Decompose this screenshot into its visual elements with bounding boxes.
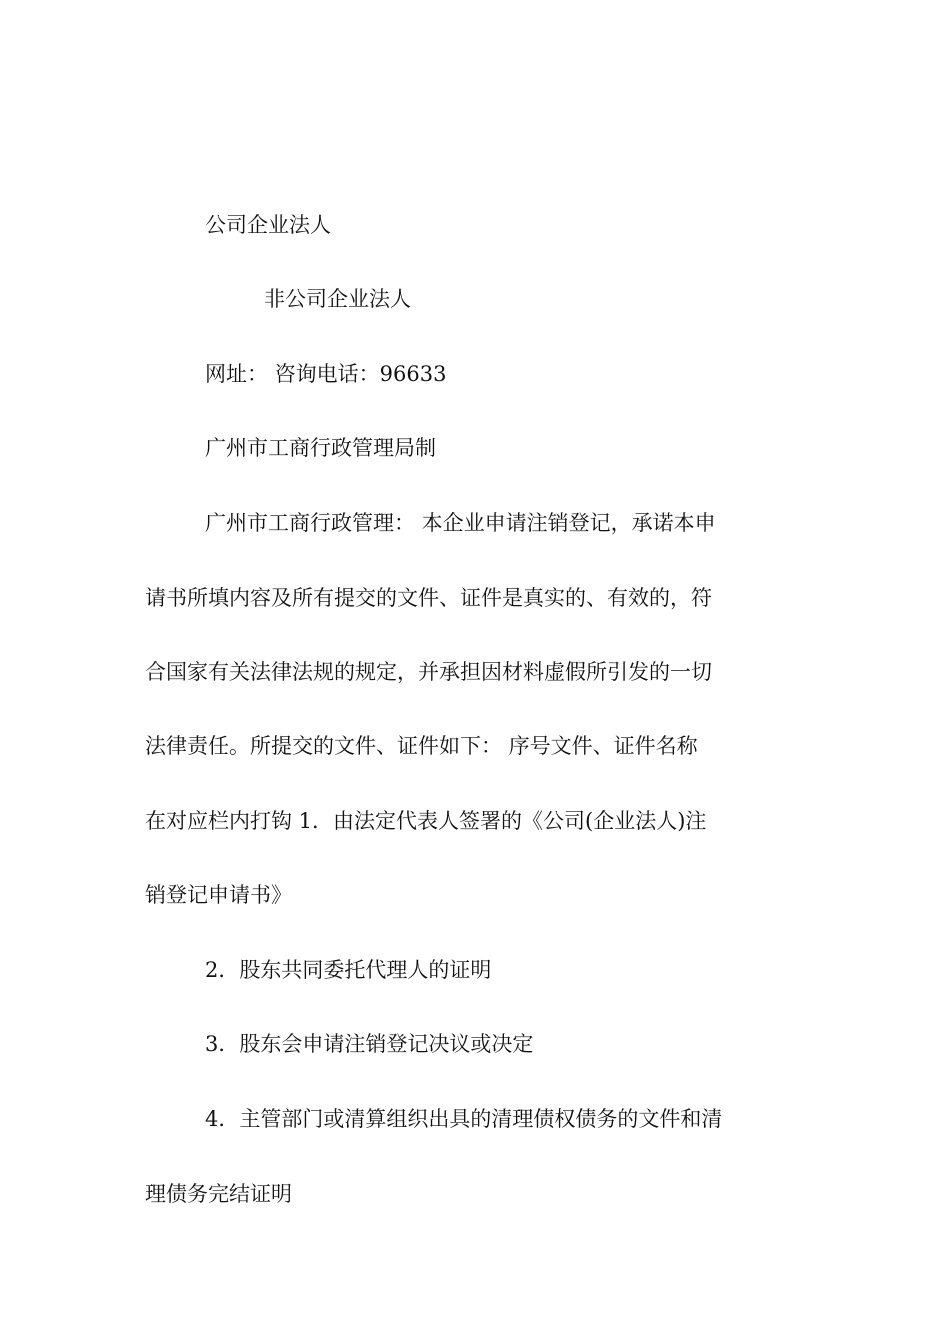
list-item-4-line: 4．主管部门或清算组织出具的清理债权债务的文件和清 <box>205 1107 723 1131</box>
body-paragraph-line: 法律责任。所提交的文件、证件如下： 序号文件、证件名称 <box>145 734 698 758</box>
body-paragraph-line: 广州市工商行政管理： 本企业申请注销登记，承诺本申 <box>205 511 716 535</box>
contact-info: 网址： 咨询电话：96633 <box>205 362 447 386</box>
list-item-1-line: 销登记申请书》 <box>145 883 292 907</box>
list-item-4-line: 理债务完结证明 <box>145 1182 292 1206</box>
body-paragraph-line: 合国家有关法律法规的规定，并承担因材料虚假所引发的一切 <box>145 660 712 684</box>
entity-type-non-company: 非公司企业法人 <box>264 287 411 311</box>
list-item-1-line: 在对应栏内打钩 1．由法定代表人签署的《公司(企业法人)注 <box>145 809 707 833</box>
entity-type-company: 公司企业法人 <box>205 213 331 237</box>
list-item-3: 3．股东会申请注销登记决议或决定 <box>205 1032 534 1056</box>
issuer-line: 广州市工商行政管理局制 <box>205 436 436 460</box>
list-item-2: 2．股东共同委托代理人的证明 <box>205 958 492 982</box>
body-paragraph-line: 请书所填内容及所有提交的文件、证件是真实的、有效的，符 <box>145 586 712 610</box>
